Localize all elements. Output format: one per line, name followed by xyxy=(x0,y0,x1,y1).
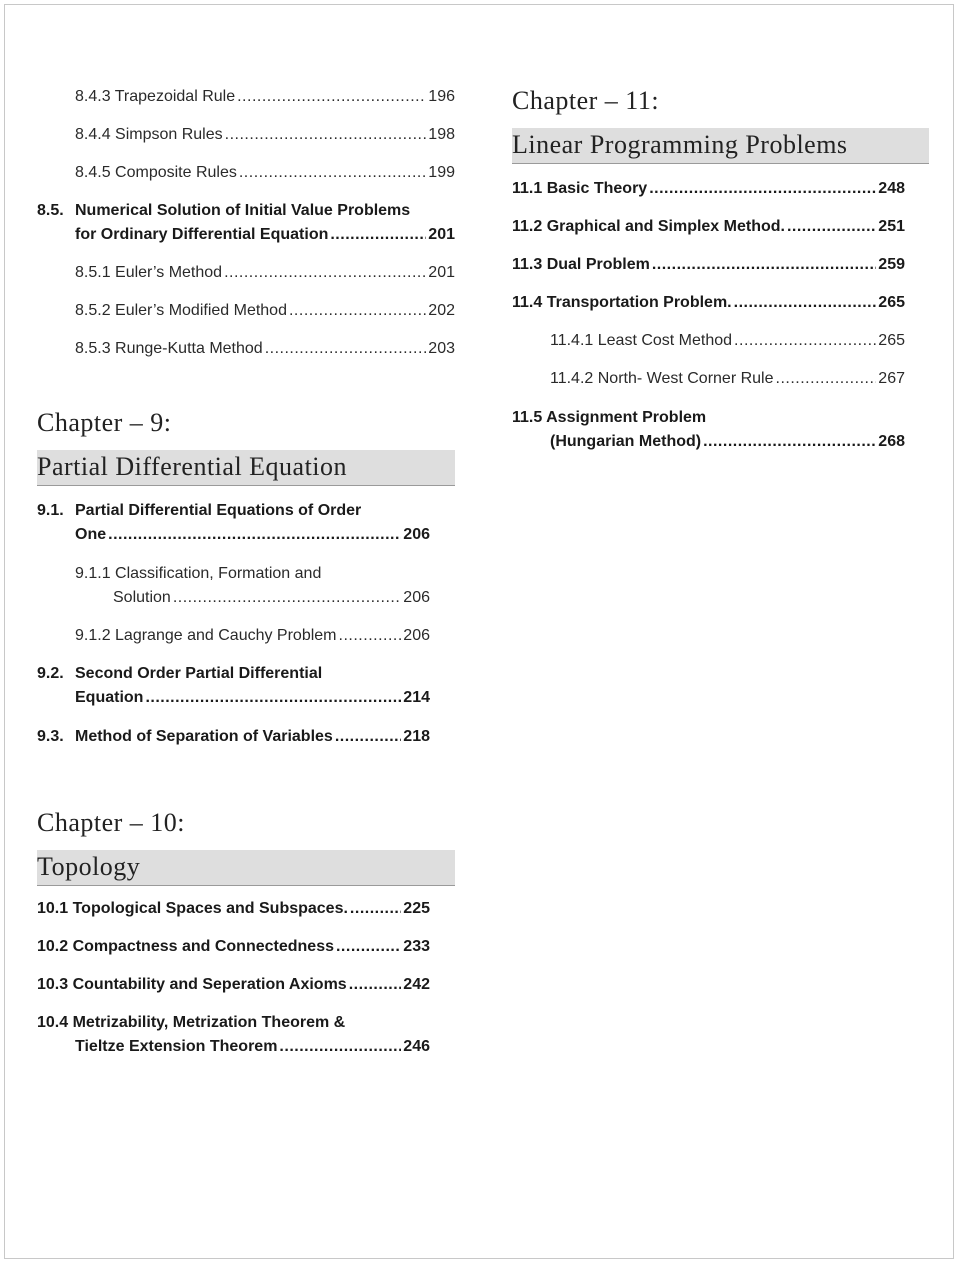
toc-entry[interactable]: 8.4.4 Simpson Rules ..... 198 xyxy=(75,123,455,147)
toc-entry[interactable]: 11.4.2 North- West Corner Rule ..... 267 xyxy=(550,367,905,391)
toc-entry[interactable]: 9.1. Partial Differential Equations of Order One ..... 206 xyxy=(37,499,430,547)
toc-entry[interactable]: 8.5.2 Euler’s Modified Method ..... 202 xyxy=(75,299,455,323)
chapter-title-bar: Topology xyxy=(37,850,455,886)
toc-entry[interactable]: 9.1.2 Lagrange and Cauchy Problem ..... 206 xyxy=(75,624,430,648)
right-column xyxy=(512,0,929,1265)
left-column xyxy=(37,0,455,1265)
chapter-title-bar: Partial Differential Equation xyxy=(37,450,455,486)
chapter-label: Chapter – 10: xyxy=(37,808,186,837)
toc-entry[interactable]: 9.1.1 Classification, Formation and Solution ..... 206 xyxy=(75,562,430,610)
toc-entry[interactable]: 8.5.3 Runge-Kutta Method ..... 203 xyxy=(75,337,455,361)
toc-entry[interactable]: 9.3. Method of Separation of Variables ..... 218 xyxy=(37,725,430,749)
toc-entry[interactable]: 11.2 Graphical and Simplex Method. ..... 251 xyxy=(512,215,905,239)
toc-entry[interactable]: 8.5. Numerical Solution of Initial Value Problems for Ordinary Differential Equation ..... 201 xyxy=(37,199,455,247)
toc-entry[interactable]: 10.4 Metrizability, Metrization Theorem & Tieltze Extension Theorem ..... 246 xyxy=(37,1011,430,1059)
toc-entry[interactable]: 9.2. Second Order Partial Differential Equation ..... 214 xyxy=(37,662,430,710)
toc-entry[interactable]: 11.3 Dual Problem ..... 259 xyxy=(512,253,905,277)
toc-entry[interactable]: 8.4.5 Composite Rules ..... 199 xyxy=(75,161,455,185)
toc-entry[interactable]: 10.3 Countability and Seperation Axioms ..... 242 xyxy=(37,973,430,997)
toc-entry[interactable]: 11.4 Transportation Problem. ..... 265 xyxy=(512,291,905,315)
toc-entry[interactable]: 11.4.1 Least Cost Method ..... 265 xyxy=(550,329,905,353)
chapter-label: Chapter – 11: xyxy=(512,86,660,115)
toc-entry[interactable]: 8.4.3 Trapezoidal Rule ..... 196 xyxy=(75,85,455,109)
chapter-label: Chapter – 9: xyxy=(37,408,172,437)
toc-entry[interactable]: 11.5 Assignment Problem (Hungarian Method) ..... 268 xyxy=(512,406,905,454)
toc-entry[interactable]: 10.1 Topological Spaces and Subspaces. ..... 225 xyxy=(37,897,430,921)
toc-entry[interactable]: 11.1 Basic Theory ..... 248 xyxy=(512,177,905,201)
toc-entry[interactable]: 10.2 Compactness and Connectedness ..... 233 xyxy=(37,935,430,959)
chapter-title-bar: Linear Programming Problems xyxy=(512,128,929,164)
toc-entry[interactable]: 8.5.1 Euler’s Method ..... 201 xyxy=(75,261,455,285)
